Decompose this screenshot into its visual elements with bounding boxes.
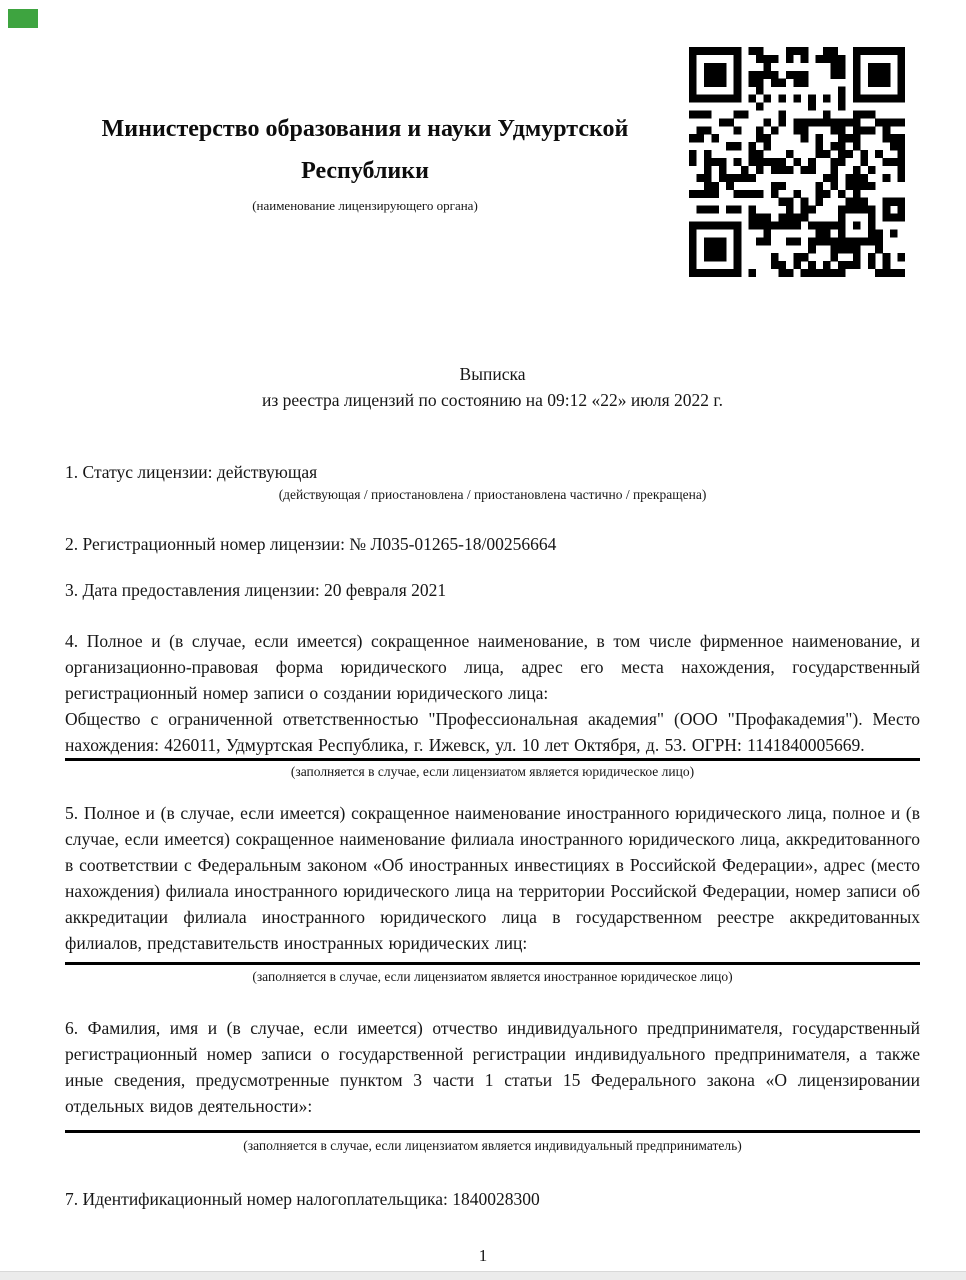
fill-in-rule-legal-entity	[65, 758, 920, 761]
item-7-taxpayer-number: 7. Идентификационный номер налогоплательщика: 1840028300	[65, 1189, 540, 1209]
item-4-legal-entity-label: 4. Полное и (в случае, если имеется) сокращенное наименование, в том числе фирменное наименование, и организационно-правовая форма юридического лица, адрес его места нахождения, государственный регистрационный номер записи о создании юридического лица:	[65, 631, 920, 703]
item-5-caption: (заполняется в случае, если лицензиатом является иностранное юридическое лицо)	[252, 969, 733, 984]
licensing-authority-name: Министерство образования и науки Удмуртской Республики	[101, 116, 629, 184]
item-3-grant-date: 3. Дата предоставления лицензии: 20 февраля 2021	[65, 580, 447, 600]
page-edge-strip	[0, 1271, 966, 1280]
item-4-legal-entity-value: Общество с ограниченной ответственностью "Профессиональная академия" (ООО "Профакадемия"). Место нахождения: 426011, Удмуртская Республика, г. Ижевск, ул. 10 лет Октября, д. 53. ОГРН: 1141840005669.	[65, 709, 920, 755]
item-6-individual-entrepreneur-label: 6. Фамилия, имя и (в случае, если имеется) отчество индивидуального предпринимателя, государственный регистрационный номер записи о государственной регистрации индивидуального предпринимателя, а также иные сведения, предусмотренные пунктом 3 части 1 статьи 15 Федерального закона «О лицензировании отдельных видов деятельности»:	[65, 1018, 920, 1116]
fill-in-rule-foreign-entity	[65, 962, 920, 965]
licensing-authority-caption: (наименование лицензирующего органа)	[252, 198, 478, 213]
document-title-block	[65, 361, 920, 413]
document-title: Выписка	[459, 364, 526, 384]
document-subtitle: из реестра лицензий по состоянию на 09:12 «22» июля 2022 г.	[261, 390, 723, 410]
fill-in-rule-individual	[65, 1130, 920, 1133]
item-6-caption: (заполняется в случае, если лицензиатом является индивидуальный предприниматель)	[243, 1138, 742, 1153]
page-number: 1	[478, 1246, 488, 1265]
item-1-status-options-caption: (действующая / приостановлена / приостановлена частично / прекращена)	[278, 487, 707, 502]
item-5-foreign-entity-label: 5. Полное и (в случае, если имеется) сокращенное наименование иностранного юридического лица, полное и (в случае, если имеется) сокращенное наименование филиала иностранного юридического лица, аккредитованного в соответствии с Федеральным законом «Об иностранных инвестициях в Российской Федерации», адрес (место нахождения) филиала иностранного юридического лица на территории Российской Федерации, номер записи об аккредитации филиала иностранного юридического лица в государственном реестре аккредитованных филиалов, представительств иностранных юридических лиц:	[65, 803, 920, 953]
item-2-registration-number: 2. Регистрационный номер лицензии: № Л035-01265-18/00256664	[65, 534, 557, 554]
item-4-caption: (заполняется в случае, если лицензиатом является юридическое лицо)	[290, 764, 695, 779]
item-1-license-status: 1. Статус лицензии: действующая	[65, 462, 318, 482]
